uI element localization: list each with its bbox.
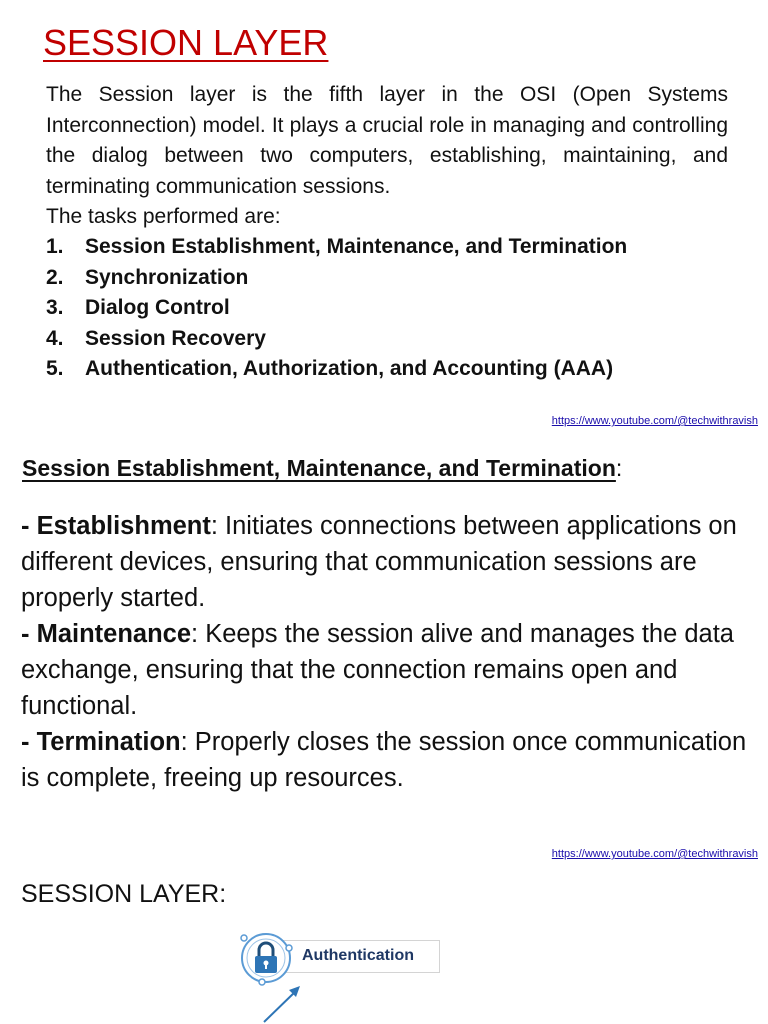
section-heading-colon: :: [615, 455, 623, 481]
page-title: SESSION LAYER: [43, 22, 329, 63]
authentication-node-label: Authentication: [302, 947, 414, 964]
youtube-link[interactable]: https://www.youtube.com/@techwithravish: [551, 848, 758, 860]
task-number: 5.: [46, 357, 64, 380]
task-label: Authentication, Authorization, and Accounting (AAA): [85, 357, 614, 380]
task-number: 4.: [46, 326, 64, 350]
youtube-link[interactable]: https://www.youtube.com/@techwithravish: [551, 415, 758, 427]
intro-paragraph: The Session layer is the fifth layer in the OSI (Open Systems Interconnection) model. It plays a crucial role in managing and controlling the dialog between two computers, establishing, maintaining, and terminating communication sessions.: [46, 83, 728, 198]
detail-item-termination: [21, 724, 756, 796]
section-heading: [22, 455, 622, 482]
section-details: [21, 508, 756, 796]
detail-text: : Initiates connections between applications on different devices, ensuring that communication sessions are properly started.: [21, 512, 737, 612]
task-item: [46, 354, 627, 385]
task-item: [46, 263, 627, 294]
section-heading-text: Session Establishment, Maintenance, and Termination: [22, 455, 616, 481]
task-label: Session Recovery: [85, 326, 266, 350]
detail-term: - Termination: [21, 728, 181, 756]
task-label: Session Establishment, Maintenance, and Termination: [85, 235, 628, 258]
detail-item-establishment: [21, 508, 756, 616]
lock-icon: [236, 930, 296, 986]
task-item: [46, 324, 627, 355]
task-label: Synchronization: [85, 265, 249, 289]
task-list: [46, 232, 627, 385]
diagram-title: SESSION LAYER:: [21, 880, 227, 908]
task-number: 2.: [46, 265, 64, 289]
tasks-intro: The tasks performed are:: [46, 205, 281, 228]
detail-term: - Maintenance: [21, 620, 192, 648]
task-number: 1.: [46, 235, 64, 258]
detail-text: : Properly closes the session once communication is complete, freeing up resources.: [21, 728, 747, 792]
task-label: Dialog Control: [85, 296, 230, 319]
arrow-icon: [258, 980, 306, 1024]
task-number: 3.: [46, 296, 64, 319]
detail-item-maintenance: [21, 616, 756, 724]
task-item: [46, 232, 627, 263]
detail-term: - Establishment: [21, 512, 211, 540]
detail-text: : Keeps the session alive and manages the data exchange, ensuring that the connection remains open and functional.: [21, 620, 734, 720]
task-item: [46, 293, 627, 324]
